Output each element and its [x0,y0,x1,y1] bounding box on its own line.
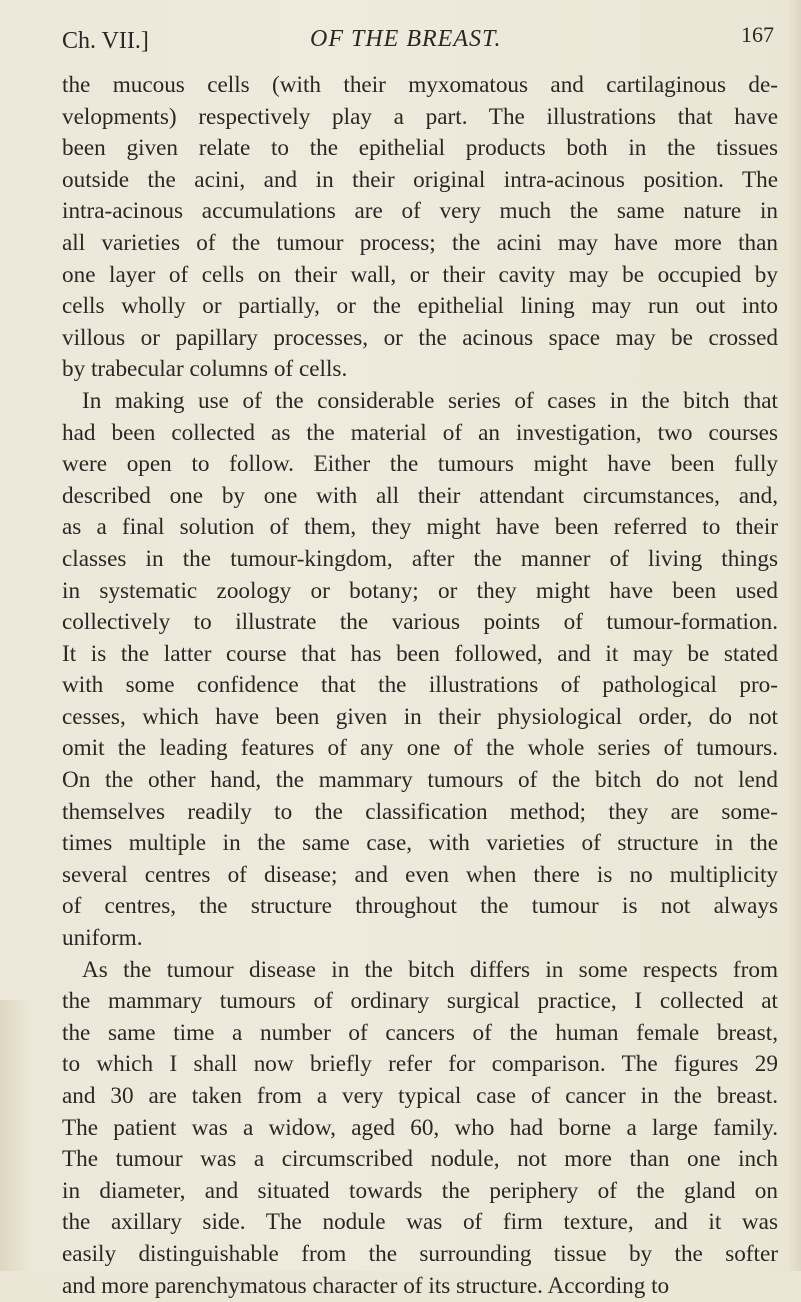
running-title: OF THE BREAST. [310,26,502,52]
text-line: outside the acini, and in their original intra-acinous position. The [62,166,778,193]
text-line: collectively to illustrate the various points of tumour-formation. [62,609,778,636]
text-line: classes in the tumour-kingdom, after the manner of living things [62,545,778,572]
text-line: one layer of cells on their wall, or their cavity may be occupied by [62,261,778,288]
text-line: velopments) respectively play a part. The illustrations that have [62,103,778,130]
page-number: 167 [741,22,774,47]
paragraph [62,70,778,386]
text-line: had been collected as the material of an investigation, two courses [62,419,778,446]
text-line: of centres, the structure throughout the tumour is not always [62,893,778,920]
text-line: the same time a number of cancers of the human female breast, [62,1019,778,1046]
text-line: by trabecular columns of cells. [62,356,348,383]
text-line: were open to follow. Either the tumours might have been fully [62,451,778,478]
paragraph [62,955,778,1302]
paragraph [62,386,778,955]
text-line: the axillary side. The nodule was of firm texture, and it was [62,1209,778,1236]
text-line: all varieties of the tumour process; the acini may have more than [62,229,778,256]
text-line: in systematic zoology or botany; or they might have been used [62,577,778,604]
text-line: the mammary tumours of ordinary surgical practice, I collected at [62,988,778,1015]
text-line: The tumour was a circumscribed nodule, not more than one inch [62,1146,778,1173]
text-line: On the other hand, the mammary tumours of the bitch do not lend [62,767,778,794]
page-stain [0,1000,30,1271]
text-line: easily distinguishable from the surrounding tissue by the softer [62,1240,778,1267]
text-line: as a final solution of them, they might have been referred to their [62,514,778,541]
text-line: times multiple in the same case, with varieties of structure in the [62,830,778,857]
text-line: The patient was a widow, aged 60, who had borne a large family. [62,1114,778,1141]
text-line: to which I shall now briefly refer for comparison. The figures 29 [62,1051,778,1078]
text-line: omit the leading features of any one of the whole series of tumours. [62,735,778,762]
text-line: uniform. [62,925,143,952]
text-line: In making use of the considerable series of cases in the bitch that [82,387,778,414]
text-line: several centres of disease; and even when there is no multiplicity [62,861,778,888]
text-line: described one by one with all their attendant circumstances, and, [62,482,778,509]
page-edge-shadow [787,0,801,1271]
body-text [62,70,778,1302]
text-line: with some confidence that the illustrations of pathological pro- [62,672,778,699]
text-line: and 30 are taken from a very typical case of cancer in the breast. [62,1083,778,1109]
text-line: in diameter, and situated towards the periphery of the gland on [62,1177,778,1204]
text-line: the mucous cells (with their myxomatous and cartilaginous de- [62,72,778,98]
text-line: villous or papillary processes, or the acinous space may be crossed [62,324,778,351]
text-line: themselves readily to the classification method; they are some- [62,798,778,825]
text-line: cesses, which have been given in their physiological order, do not [62,703,778,730]
text-line: and more parenchymatous character of its structure. According to [62,1272,670,1299]
text-line: cells wholly or partially, or the epithelial lining may run out into [62,293,778,320]
chapter-label: Ch. VII.] [62,28,149,54]
text-line: intra-acinous accumulations are of very much the same nature in [62,198,778,225]
text-line: As the tumour disease in the bitch differs in some respects from [82,956,778,983]
text-line: It is the latter course that has been followed, and it may be stated [62,640,778,667]
running-header [62,18,774,58]
text-line: been given relate to the epithelial products both in the tissues [62,135,778,162]
